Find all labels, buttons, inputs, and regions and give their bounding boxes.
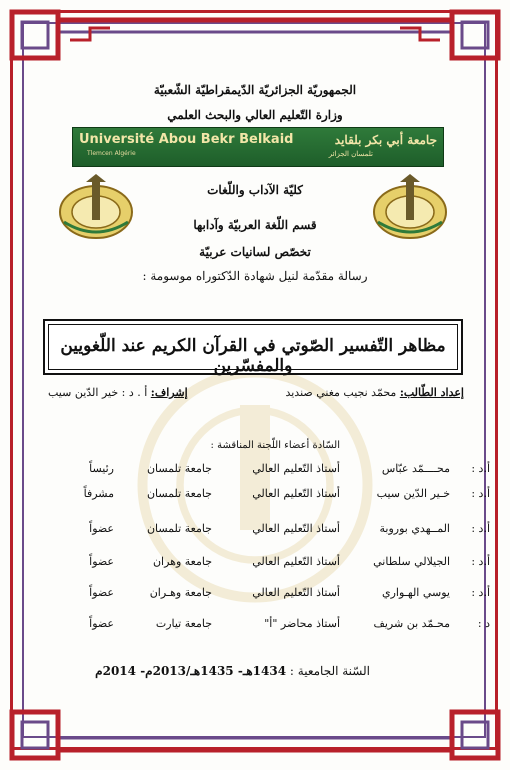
member-university: جامعة تلمسان (146, 522, 212, 535)
student-line (285, 386, 464, 399)
student-label: إعداد الطّالب: (399, 386, 464, 399)
member-rank: أستاذ محاضر "أ" (264, 617, 340, 630)
member-university: جامعة وهران (152, 555, 212, 568)
member-rank: أستاذ التّعليم العالي (252, 462, 340, 475)
academic-year (95, 664, 370, 678)
member-name: محــــمّد عبّاس (381, 462, 450, 475)
specialty-name: تخصّص لسانيات عربيّة (199, 245, 311, 259)
thesis-title-box (43, 319, 463, 375)
university-banner (72, 127, 444, 167)
member-role: مشرفاً (83, 487, 114, 500)
member-role: عضواً (89, 522, 114, 535)
member-role: عضواً (89, 617, 114, 630)
member-title: أ.د : (471, 522, 490, 535)
university-arabic-name: جامعة أبي بكر بلقايد (334, 133, 437, 147)
student-name: محمّد نجيب مغني صنديد (285, 386, 397, 399)
university-latin-name: Université Abou Bekr Belkaid (79, 132, 294, 147)
member-role: عضواً (89, 586, 114, 599)
member-rank: أستاذ التّعليم العالي (252, 586, 340, 599)
member-university: جامعة تيارت (155, 617, 212, 630)
member-rank: أستاذ التّعليم العالي (252, 522, 340, 535)
supervisor-name: أ . د : خير الدّين سيب (48, 386, 148, 399)
member-title: أ.د : (471, 586, 490, 599)
member-rank: أستاذ التّعليم العالي (252, 487, 340, 500)
thesis-title: مظاهر التّفسير الصّوتي في القرآن الكريم عند اللّغويين والمفسّرين (60, 336, 446, 376)
member-name: الجيلالي سلطاني (373, 555, 450, 568)
university-latin-sub: Tlemcen Algérie (87, 150, 136, 157)
year-label: السّنة الجامعية : (289, 664, 370, 678)
thesis-intro: رسالة مقدّمة لنيل شهادة الدّكتوراه موسومة : (142, 269, 368, 283)
supervisor-line (48, 386, 188, 399)
member-university: جامعة تلمسان (146, 462, 212, 475)
committee-heading: السّادة أعضاء اللّجنة المناقشة : (210, 440, 340, 451)
year-value: 1434هـ- 1435هـ/2013م- 2014م (95, 664, 287, 678)
member-role: رئيساً (89, 462, 114, 475)
member-title: أ.د : (471, 555, 490, 568)
member-title: أ.د : (471, 462, 490, 475)
member-rank: أستاذ التّعليم العالي (252, 555, 340, 568)
university-arabic-sub: تلمسان الجزائر (328, 150, 373, 158)
member-name: خـير الدّين سيب (376, 487, 450, 500)
member-title: د : (477, 617, 490, 630)
department-name: قسم اللّغة العربيّة وآدابها (193, 218, 317, 232)
supervisor-label: إشراف: (150, 386, 188, 399)
member-role: عضواً (89, 555, 114, 568)
member-university: جامعة وهـران (149, 586, 212, 599)
faculty-name: كليّة الآداب واللّغات (207, 183, 303, 197)
ministry-name: وزارة التّعليم العالي والبحث العلمي (167, 108, 343, 122)
republic-name: الجمهوريّة الجزائريّة الدّيمقراطيّة الشّعبيّة (153, 83, 357, 97)
member-name: محـمّد بن شريف (373, 617, 450, 630)
bottom-border-ornament (0, 700, 510, 770)
member-university: جامعة تلمسان (146, 487, 212, 500)
top-border-ornament (0, 0, 510, 70)
member-name: المــهدي بوروبة (379, 522, 450, 535)
member-name: يوسي الهـواري (382, 586, 450, 599)
member-title: أ.د : (471, 487, 490, 500)
